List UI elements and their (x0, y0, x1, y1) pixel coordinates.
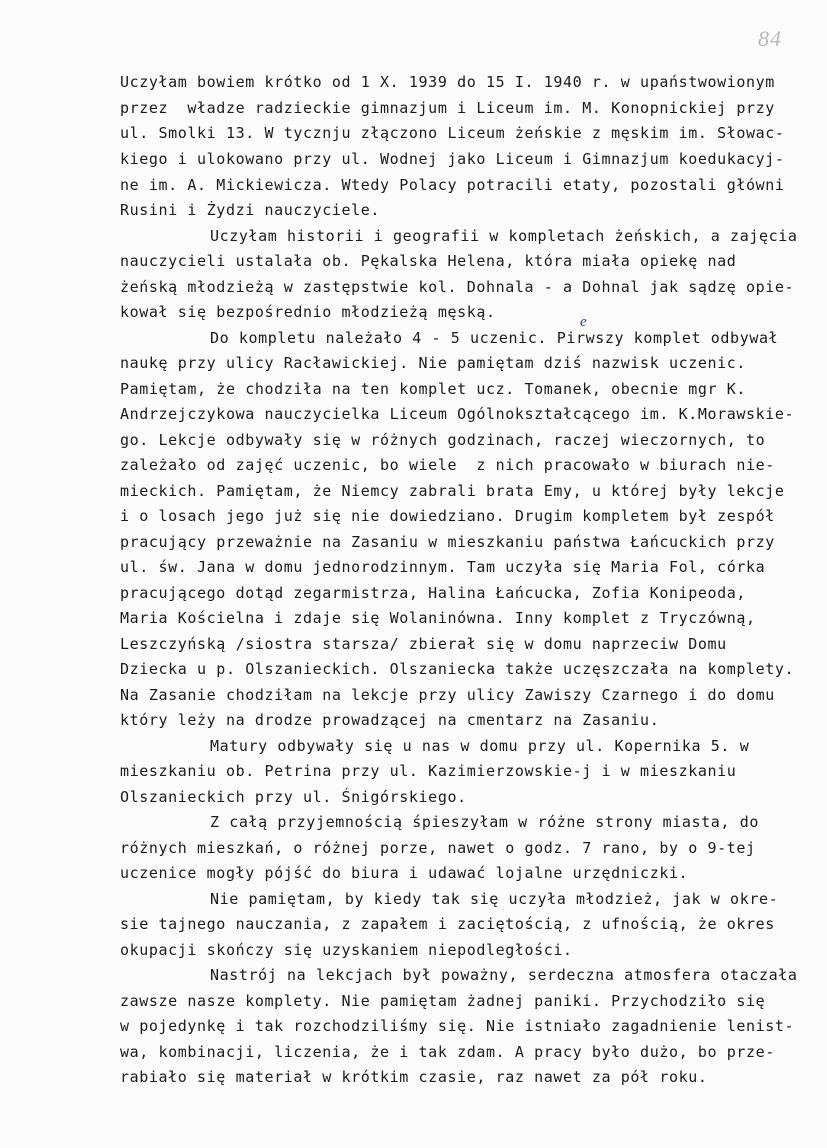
text-line: Uczyłam historii i geografii w kompletach żeńskich, a zajęcia (210, 227, 798, 245)
text-line: Dziecka u p. Olszanieckich. Olszaniecka także uczęszczała na komplety. (120, 660, 795, 678)
text-line: Uczyłam bowiem krótko od 1 X. 1939 do 15 I. 1940 r. w upaństwowionym (120, 73, 775, 91)
text-line: okupacji skończy się uzyskaniem niepodległości. (120, 941, 573, 959)
text-line: Leszczyńską /siostra starsza/ zbierał się w domu naprzeciw Domu (120, 635, 727, 653)
text-line: Maria Kościelna i zdaje się Wolaninówna. Inny komplet z Tryczówną, (120, 609, 756, 627)
text-line: ul. Smolki 13. W tycznju złączono Liceum żeńskie z męskim im. Słowac- (120, 124, 785, 142)
text-line: Olszanieckich przy ul. Śnigórskiego. (120, 788, 467, 806)
text-line: w pojedynkę i tak rozchodziliśmy się. Nie istniało zagadnienie lenist- (120, 1017, 795, 1035)
text-line: Z całą przyjemnością śpieszyłam w różne strony miasta, do (210, 813, 759, 831)
page-number: 84 (758, 26, 782, 51)
text-line: Do kompletu należało 4 - 5 uczenic. Pirwszy komplet odbywał (210, 329, 779, 347)
text-line: zawsze nasze komplety. Nie pamiętam żadnej paniki. Przychodziło się (120, 992, 766, 1010)
handwritten-correction-mark: e (580, 314, 587, 330)
text-line: pracującego dotąd zegarmistrza, Halina Łańcucka, Zofia Konipeoda, (120, 584, 746, 602)
text-line: ne im. A. Mickiewicza. Wtedy Polacy potracili etaty, pozostali główni (120, 176, 785, 194)
text-line: pracujący przeważnie na Zasaniu w mieszkaniu państwa Łańcuckich przy (120, 533, 775, 551)
text-line: Andrzejczykowa nauczycielka Liceum Ogólnokształcącego im. K.Morawskie- (120, 405, 795, 423)
text-line: naukę przy ulicy Racławickiej. Nie pamiętam dziś nazwisk uczenic. (120, 354, 746, 372)
text-line: go. Lekcje odbywały się w różnych godzinach, raczej wieczornych, to (120, 431, 766, 449)
text-line: mieszkaniu ob. Petrina przy ul. Kazimierzowskie-j i w mieszkaniu (120, 762, 737, 780)
text-line: mieckich. Pamiętam, że Niemcy zabrali brata Emy, u której były lekcje (120, 482, 785, 500)
text-line: sie tajnego nauczania, z zapałem i zaciętością, z ufnością, że okres (120, 915, 775, 933)
text-line: kował się bezpośrednio młodzieżą męską. (120, 303, 496, 321)
text-line: Nie pamiętam, by kiedy tak się uczyła młodzież, jak w okre- (210, 890, 779, 908)
text-line: uczenice mogły pójść do biura i udawać lojalne urzędniczki. (120, 864, 689, 882)
text-line: Matury odbywały się u nas w domu przy ul. Kopernika 5. w (210, 737, 750, 755)
text-line: kiego i ulokowano przy ul. Wodnej jako Liceum i Gimnazjum koedukacyj- (120, 150, 785, 168)
text-line: rabiało się materiał w krótkim czasie, raz nawet za pół roku. (120, 1068, 708, 1086)
text-line: żeńską młodzieżą w zastępstwie kol. Dohnala - a Dohnal jak sądzę opie- (120, 278, 795, 296)
text-line: Pamiętam, że chodziła na ten komplet ucz. Tomanek, obecnie mgr K. (120, 380, 746, 398)
text-line: zależało od zajęć uczenic, bo wiele z nich pracowało w biurach nie- (120, 456, 775, 474)
text-line: który leży na drodze prowadzącej na cmentarz na Zasaniu. (120, 711, 660, 729)
text-line: przez władze radzieckie gimnazjum i Liceum im. M. Konopnickiej przy (120, 99, 775, 117)
text-line: nauczycieli ustalała ob. Pękalska Helena, która miała opiekę nad (120, 252, 737, 270)
text-line: Nastrój na lekcjach był poważny, serdeczna atmosfera otaczała (210, 966, 798, 984)
text-line: wa, kombinacji, liczenia, że i tak zdam. A pracy było dużo, bo prze- (120, 1043, 775, 1061)
text-line: różnych mieszkań, o różnej porze, nawet o godz. 7 rano, by o 9-tej (120, 839, 756, 857)
text-line: Na Zasanie chodziłam na lekcje przy ulicy Zawiszy Czarnego i do domu (120, 686, 775, 704)
text-line: ul. św. Jana w domu jednorodzinnym. Tam uczyła się Maria Fol, córka (120, 558, 766, 576)
text-line: i o losach jego już się nie dowiedziano. Drugim kompletem był zespół (120, 507, 775, 525)
text-line: Rusini i Żydzi nauczyciele. (120, 201, 381, 219)
